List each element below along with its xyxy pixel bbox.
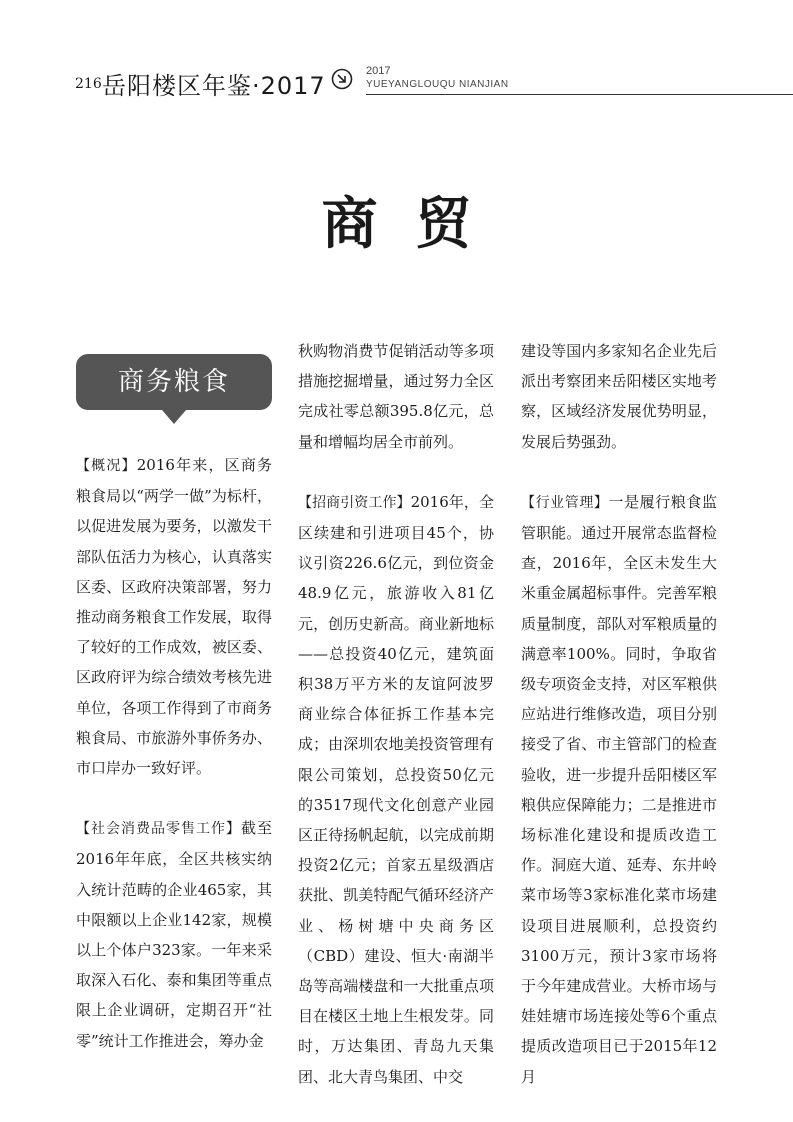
column-3 (521, 336, 717, 1122)
paragraph-text: 2016年来，区商务粮食局以“两学一做”为标杆，以促进发展为要务，以激发干部队伍活力为核心，认真落实区委、区政府决策部署，努力推动商务粮食工作发展，取得了较好的工作成效，被区委、区政府评为综合绩效考核先进单位，各项工作得到了市商务粮食局、市旅游外事侨务办、市口岸办一致好评。 (76, 456, 272, 778)
column-1 (76, 336, 272, 1086)
page-number: 216 (75, 76, 102, 92)
book-title: 岳阳楼区年鉴·2017 (102, 72, 326, 100)
column-2 (298, 336, 494, 1122)
header-rule (366, 94, 793, 95)
section-title: 商贸 (321, 191, 510, 257)
paragraph-label: 【招商引资工作】 (298, 494, 411, 511)
paragraph-text: 截至2016年年底，全区共核实纳入统计范畴的企业465家，其中限额以上企业142家，规模以上个体户323家。一年来采取深入石化、泰和集团等重点限上企业调研，定期召开“社零”统计工作推进会，筹办金 (76, 819, 272, 1050)
paragraph-retail (76, 813, 272, 1056)
paragraph-retail-cont (298, 336, 494, 457)
paragraph-text: 一是履行粮食监管职能。通过开展常态监督检查，2016年，全区未发生大米重金属超标事件。完善军粮质量制度，部队对军粮质量的满意率100%。同时，争取省级专项资金支持，对区军粮供应站进行维修改造，项目分别接受了省、市主管部门的检查验收，进一步提升岳阳楼区军粮供应保障能力；二是推进市场标准化建设和提质改造工作。洞庭大道、延寿、东井岭菜市场等3家标准化菜市场建设项目进展顺利，总投资约3100万元，预计3家市场将于今年建成营业。大桥市场与娃娃塘市场连接处等6个重点提质改造项目已于2015年12月 (521, 492, 717, 1086)
paragraph-investment (298, 487, 494, 1092)
running-header (0, 60, 793, 100)
paragraph-management (521, 487, 717, 1092)
paragraph-label: 【概况】 (76, 458, 137, 474)
paragraph-text: 建设等国内多家知名企业先后派出考察团来岳阳楼区实地考察，区域经济发展优势明显，发展后势强劲。 (521, 342, 717, 451)
paragraph-label: 【社会消费品零售工作】 (76, 821, 241, 838)
paragraph-label: 【行业管理】 (521, 494, 609, 511)
paragraph-text: 秋购物消费节促销活动等多项措施挖掘增量，通过努力全区完成社零总额395.8亿元，总量和增幅均居全市前列。 (298, 342, 494, 451)
paragraph-investment-cont (521, 336, 717, 457)
paragraph-overview (76, 450, 272, 783)
english-year: 2017 (366, 65, 391, 77)
circle-arrow-icon (331, 68, 353, 90)
subsection-badge-label: 商务粮食 (117, 367, 230, 397)
subsection-badge (76, 354, 272, 410)
english-book-name: YUEYANGLOUQU NIANJIAN (366, 79, 509, 90)
paragraph-text: 2016年，全区续建和引进项目45个，协议引资226.6亿元，到位资金48.9亿元，旅游收入81亿元，创历史新高。商业新地标——总投资40亿元，建筑面积38万平方米的友谊阿波罗商业综合体征拆工作基本完成；由深圳农地美投资管理有限公司策划，总投资50亿元的3517现代文化创意产业园区正待扬帆起航，以完成前期投资2亿元；首家五星级酒店获批、凯美特配气循环经济产业、杨树塘中央商务区（CBD）建设、恒大·南湖半岛等高端楼盘和一大批重点项目在楼区土地上生根发芽。同时，万达集团、青岛九天集团、北大青鸟集团、中交 (298, 492, 494, 1086)
